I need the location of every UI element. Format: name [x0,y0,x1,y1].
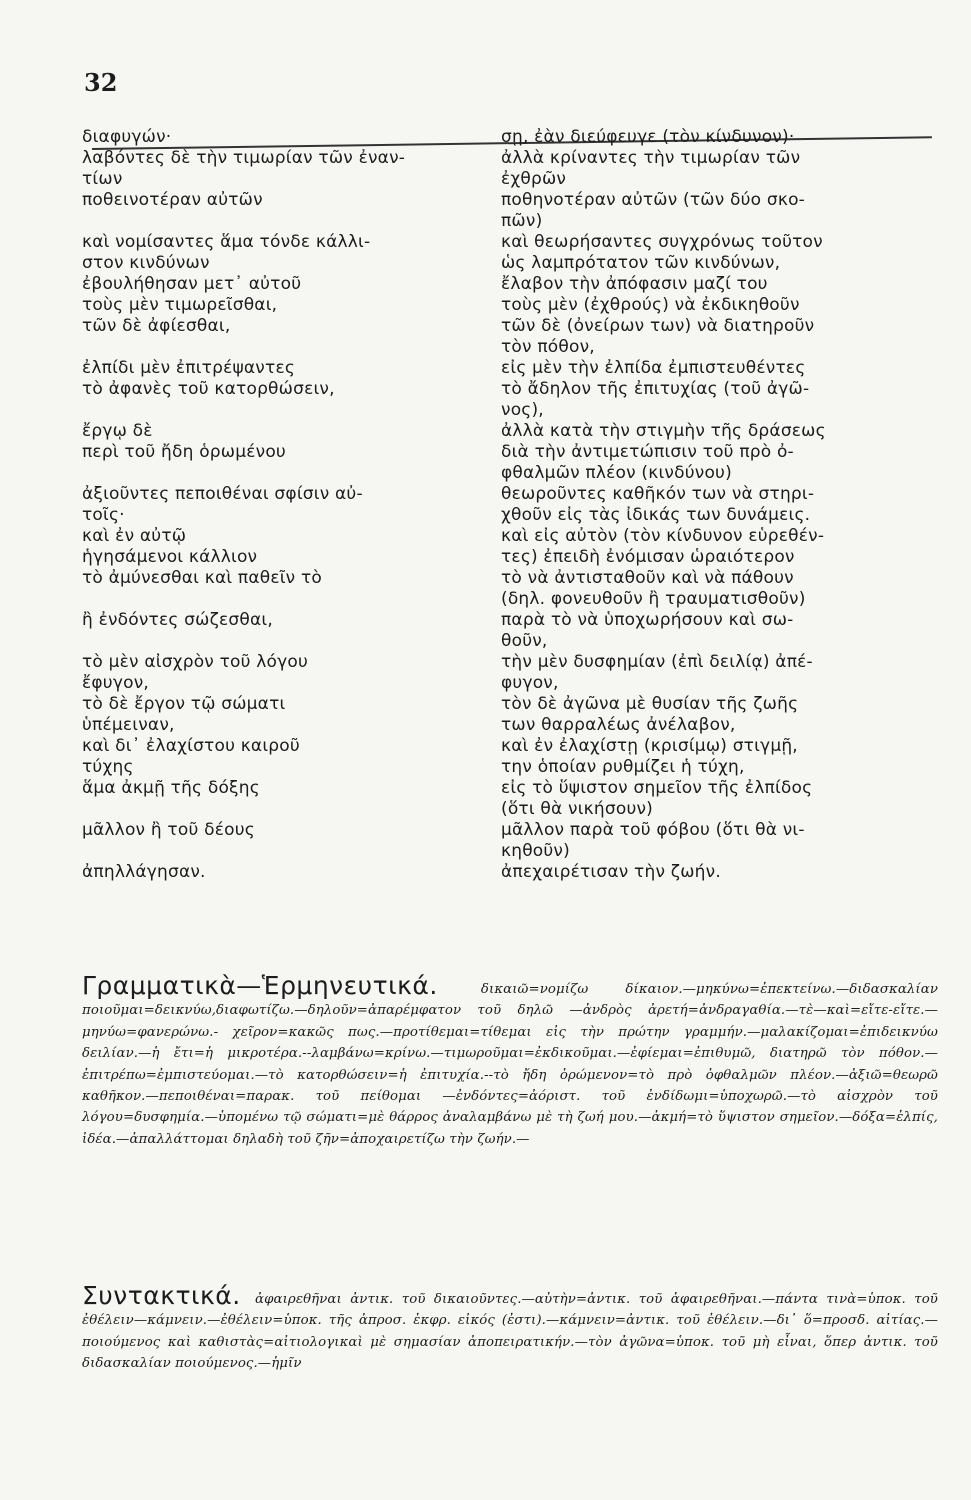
translation-line: ἀλλὰ κρίναντες τὴν τιμωρίαν τῶν [501,148,801,168]
original-text-line: ἐβουλήθησαν μετ᾽ αὐτοῦ [82,274,302,294]
page-number: 32 [84,68,118,97]
translation-line: πῶν) [501,211,543,231]
original-text-line [82,211,490,232]
original-text-line [82,337,490,358]
translation-line: τὸν δὲ ἀγῶνα μὲ θυσίαν τῆς ζωῆς [501,694,799,714]
original-text-line [82,463,490,484]
translation-line: (δηλ. φονευθοῦν ἢ τραυματισθοῦν) [501,589,806,609]
translation-line: τὸ ἄδηλον τῆς ἐπιτυχίας (τοῦ ἀγῶ- [501,379,810,399]
original-text-line: ὑπέμειναν, [82,715,175,735]
original-text-line: τὸ δὲ ἔργον τῷ σώματι [82,694,286,714]
original-text-line: διαφυγών· [82,127,172,147]
original-text-line: ἡγησάμενοι κάλλιον [82,547,258,567]
translation-line: τὸν πόθον, [501,337,595,357]
translation-line: διὰ τὴν ἀντιμετώπισιν τοῦ πρὸ ὀ- [501,442,794,462]
original-text-line: περὶ τοῦ ἤδη ὁρωμένου [82,442,286,462]
syntax-notes [82,1281,938,1375]
original-text-column [82,127,490,883]
original-text-line: ἔφυγον, [82,673,150,693]
translation-line: ἀπεχαιρέτισαν τὴν ζωήν. [501,862,721,882]
translation-line: τοὺς μὲν (ἐχθρούς) νὰ ἐκδικηθοῦν [501,295,800,315]
original-text-line: τῶν δὲ ἀφίεσθαι, [82,316,231,336]
original-text-line [82,400,490,421]
syntax-text: ἀφαιρεθῆναι ἀντικ. τοῦ δικαιοῦντες.—αὐτὴν=ἀντικ. τοῦ ἀφαιρεθῆναι.—πάντα τινὰ=ὑποκ. τοῦ ἐθέλειν—κάμνειν.—ἐθέλειν=ὑποκ. τῆς ἀπροσ. ἐκφρ. εἰκός (ἐστι).—κάμνειν=ἀντικ. τοῦ ἐθέλειν.—δι᾽ ὅ=προσδ. αἰτίας.—ποιούμενος καὶ καθιστὰς=αἰτιολογικαὶ μὲ σημασίαν ἀποπειρατικήν.—τὸν ἀγῶνα=ὑποκ. τοῦ μὴ εἶναι, ὅπερ ἀντικ. τοῦ διδασκαλίαν ποιούμενος.—ἡμῖν [82,1292,938,1372]
original-text-line: τὸ ἀμύνεσθαι καὶ παθεῖν τὸ [82,568,323,588]
translation-line: καὶ θεωρήσαντες συγχρόνως τοῦτον [501,232,823,252]
original-text-line: ἅμα ἀκμῇ τῆς δόξης [82,778,260,798]
original-text-line: ἐλπίδι μὲν ἐπιτρέψαντες [82,358,296,378]
translation-line: την ὁποίαν ρυθμίζει ἡ τύχη, [501,757,745,777]
original-text-line: καὶ δι᾽ ἐλαχίστου καιροῦ [82,736,300,756]
original-text-line: καὶ ἐν αὐτῷ [82,526,187,546]
translation-line: τῶν δὲ (ὀνείρων των) νὰ διατηροῦν [501,316,815,336]
translation-line: θοῦν, [501,631,548,651]
translation-line: χθοῦν εἰς τὰς ἰδικάς των δυνάμεις. [501,505,811,525]
translation-line: φθαλμῶν πλέον (κινδύνου) [501,463,732,483]
original-text-line: τοῖς· [82,505,125,525]
syntax-heading: Συντακτικά. [82,1281,241,1310]
translation-line: ποθηνοτέραν αὐτῶν (τῶν δύο σκο- [501,190,806,210]
original-text-line: ποθεινοτέραν αὐτῶν [82,190,263,210]
translation-line: ὡς λαμπρότατον τῶν κινδύνων, [501,253,781,273]
translation-line: ἔλαβον τὴν ἀπόφασιν μαζί του [501,274,768,294]
translation-line: τες) ἐπειδὴ ἐνόμισαν ὡραιότερον [501,547,795,567]
translation-line: μᾶλλον παρὰ τοῦ φόβου (ὅτι θὰ νι- [501,820,805,840]
grammar-heading: Γραμματικὰ—Ἑρμηνευτικά. [82,971,438,1000]
translation-line: εἰς τὸ ὕψιστον σημεῖον τῆς ἐλπίδος [501,778,813,798]
translation-line: παρὰ τὸ νὰ ὑποχωρήσουν καὶ σω- [501,610,794,630]
translation-line: καὶ ἐν ἐλαχίστῃ (κρισίμῳ) στιγμῇ, [501,736,798,756]
original-text-line: ἔργῳ δὲ [82,421,153,441]
original-text-line: τοὺς μὲν τιμωρεῖσθαι, [82,295,278,315]
translation-line: θεωροῦντες καθῆκόν των νὰ στηρι- [501,484,815,504]
translation-line: ἀλλὰ κατὰ τὴν στιγμὴν τῆς δράσεως [501,421,826,441]
original-text-line: ἢ ἐνδόντες σώζεσθαι, [82,610,273,630]
translation-line: καὶ εἰς αὐτὸν (τὸν κίνδυνον εὑρεθέν- [501,526,825,546]
original-text-line: καὶ νομίσαντες ἅμα τόνδε κάλλι- [82,232,371,252]
original-text-line [82,631,490,652]
original-text-line: τίων [82,169,123,189]
translation-line: των θαρραλέως ἀνέλαβον, [501,715,736,735]
translation-line: σῃ, ἐὰν διεύφευγε (τὸν κίνδυνον)· [501,127,795,147]
original-text-line: τὸ ἀφανὲς τοῦ κατορθώσειν, [82,379,335,399]
original-text-line: μᾶλλον ἢ τοῦ δέους [82,820,255,840]
translation-line: ἐχθρῶν [501,169,567,189]
translation-line: κηθοῦν) [501,841,570,861]
translation-line: εἰς μὲν τὴν ἐλπίδα ἐμπιστευθέντες [501,358,806,378]
translation-column [501,127,941,883]
translation-line: τὴν μὲν δυσφημίαν (ἐπὶ δειλίᾳ) ἀπέ- [501,652,813,672]
translation-line: (ὅτι θὰ νικήσουν) [501,799,654,819]
translation-line: νος), [501,400,544,420]
original-text-line: στον κινδύνων [82,253,210,273]
translation-line: τὸ νὰ ἀντισταθοῦν καὶ νὰ πάθουν [501,568,794,588]
original-text-line [82,841,490,862]
original-text-line [82,589,490,610]
original-text-line: τὸ μὲν αἰσχρὸν τοῦ λόγου [82,652,309,672]
original-text-line: ἀπηλλάγησαν. [82,862,206,882]
grammar-notes [82,971,938,1150]
grammar-text: δικαιῶ=νομίζω δίκαιον.—μηκύνω=ἐπεκτείνω.—διδασκαλίαν ποιοῦμαι=δεικνύω,διαφωτίζω.—δηλοῦν=ἀπαρέμφατον τοῦ δηλῶ —ἀνδρὸς ἀρετή=ἀνδραγαθία.—τὲ—καὶ=εἴτε-εἴτε.—μηνύω=φανερώνω.- χεῖρον=κακῶς πως.—προτίθεμαι=τίθεμαι εἰς τὴν πρώτην γραμμήν.—μαλακίζομαι=ἐπιδεικνύω δειλίαν.—ἡ ἔτι=ἡ μικροτέρα.--λαμβάνω=κρίνω.—τιμωροῦμαι=ἐκδικοῦμαι.—ἐφίεμαι=ἐπιθυμῶ, διατηρῶ τὸν πόθον.—ἐπιτρέπω=ἐμπιστεύομαι.—τὸ κατορθώσειν=ἡ ἐπιτυχία.--τὸ ἤδη ὁρώμενον=τὸ πρὸ ὀφθαλμῶν πλέον.—ἀξιῶ=θεωρῶ καθῆκον.—πεποιθέναι=παρακ. τοῦ πείθομαι —ἐνδόντες=ἀόριστ. τοῦ ἐνδίδωμι=ὑποχωρῶ.—τὸ αἰσχρὸν τοῦ λόγου=δυσφημία.—ὑπομένω τῷ σώματι=μὲ θάρρος ἀναλαμβάνω μὲ τὴ ζωή μου.—ἀκμή=τὸ ὕψιστον σημεῖον.—δόξα=ἐλπίς, ἰδέα.—ἀπαλλάττομαι δηλαδὴ τοῦ ζῆν=ἀποχαιρετίζω τὴν ζωήν.— [82,982,938,1147]
original-text-line: ἀξιοῦντες πεποιθέναι σφίσιν αὐ- [82,484,363,504]
original-text-line: λαβόντες δὲ τὴν τιμωρίαν τῶν ἐναν- [82,148,406,168]
original-text-line: τύχης [82,757,134,777]
original-text-line [82,799,490,820]
translation-line: φυγον, [501,673,559,693]
